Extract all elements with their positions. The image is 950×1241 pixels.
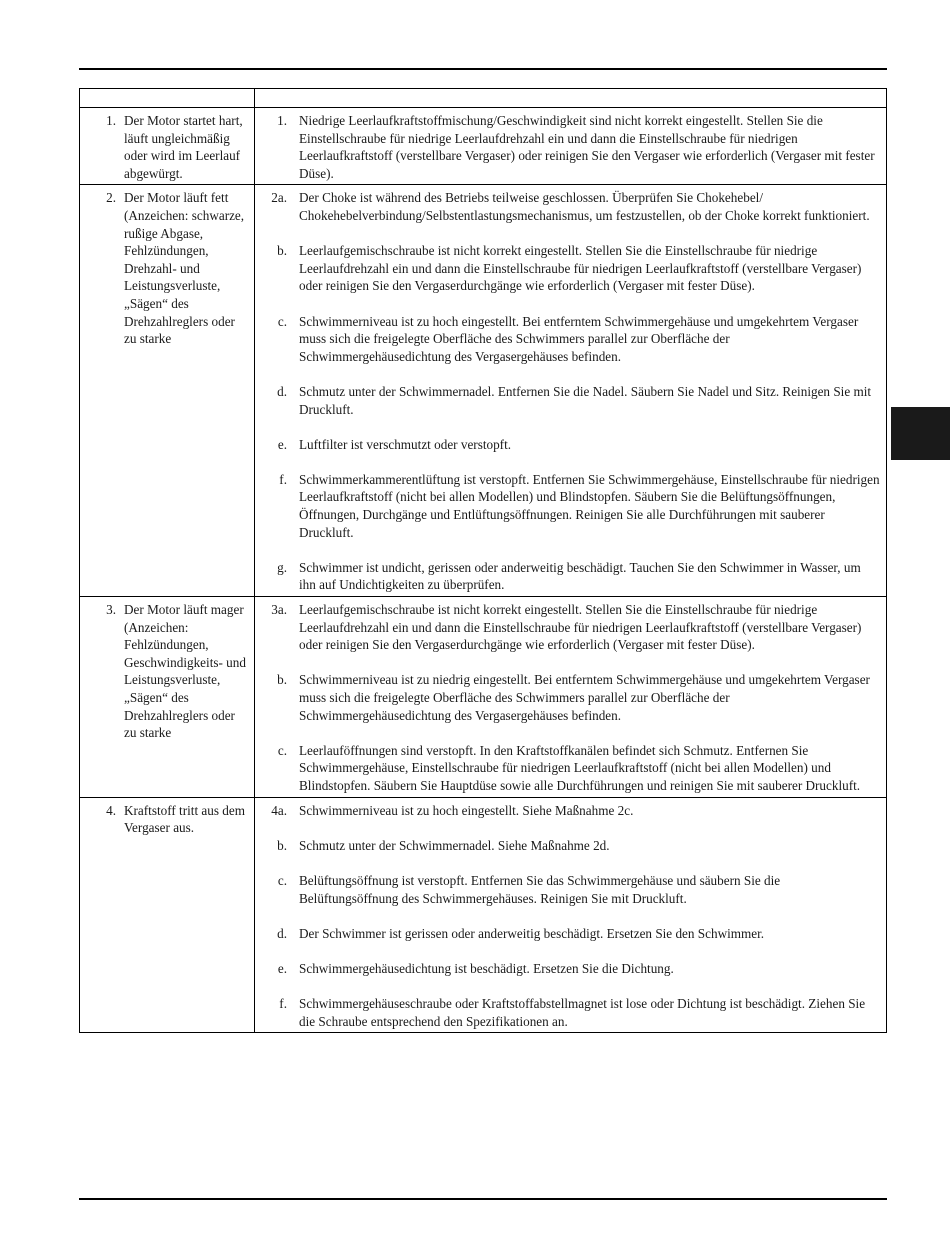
action-label: 2a. bbox=[271, 190, 287, 206]
action-item bbox=[259, 383, 882, 418]
action-label: 1. bbox=[277, 113, 287, 128]
action-label: b. bbox=[277, 837, 287, 853]
problem-text: Kraftstoff tritt aus dem Vergaser aus. bbox=[124, 802, 245, 836]
action-label: d. bbox=[277, 383, 287, 399]
problem bbox=[84, 601, 250, 742]
action-cell bbox=[255, 185, 887, 597]
action-item bbox=[259, 925, 882, 943]
action-item bbox=[259, 837, 882, 855]
problem bbox=[84, 112, 250, 182]
action-label: f. bbox=[279, 471, 287, 487]
problem bbox=[84, 189, 250, 347]
action-cell bbox=[255, 597, 887, 798]
action-label: c. bbox=[277, 742, 287, 758]
action-text: Leerlaufgemischschraube ist nicht korrekt eingestellt. Stellen Sie die Einstellschraube für niedrige Leerlaufdrehzahl ein und dann die Einstellschraube für niedrigen Leerlaufkraftstoff (verstellbare Vergaser) oder reinigen Sie den Vergaserdurchgänge wie erforderlich (Vergaser mit fester Düse). bbox=[299, 243, 862, 294]
action-text: Der Choke ist während des Betriebs teilweise geschlossen. Überprüfen Sie Chokehebel/ Chokehebelverbindung/Selbstentlastungsmechanismus, um festzustellen, ob der Choke korrekt funktioniert. bbox=[299, 190, 870, 223]
action-text: Schwimmerniveau ist zu niedrig eingestellt. Bei entferntem Schwimmergehäuse und umgekehrtem Vergaser muss sich die freigelegte Oberfläche des Schwimmers parallel zur Oberfläche der Schwimmergehäusedichtung des Vergasergehäuses befinden. bbox=[299, 672, 870, 723]
action-item bbox=[259, 559, 882, 594]
action-text: Schmutz unter der Schwimmernadel. Siehe Maßnahme 2d. bbox=[299, 837, 610, 853]
action-label: f. bbox=[279, 996, 287, 1012]
problem-cell bbox=[80, 797, 255, 1033]
action-label: e. bbox=[277, 960, 287, 976]
action-text: Der Schwimmer ist gerissen oder anderweitig beschädigt. Ersetzen Sie den Schwimmer. bbox=[299, 925, 765, 941]
action-item bbox=[259, 313, 882, 366]
action-label: e. bbox=[277, 436, 287, 452]
action-label: g. bbox=[277, 559, 287, 575]
action-text: Niedrige Leerlaufkraftstoffmischung/Geschwindigkeit sind nicht korrekt eingestellt. Stellen Sie die Einstellschraube für niedrige Leerlaufdrehzahl ein und dann die Einstellschraube für niedrigen Leerlaufkraftstoff (verstellbare Vergaser) oder reinigen Sie den Vergaser wie erforderlich (Vergaser mit fester Düse). bbox=[299, 113, 875, 181]
problem-cell bbox=[80, 185, 255, 597]
action-item bbox=[259, 802, 882, 820]
problem-number: 1. bbox=[106, 113, 116, 128]
action-item bbox=[259, 742, 882, 795]
problem-number: 4. bbox=[106, 802, 116, 818]
problem-cell bbox=[80, 597, 255, 798]
header-cell-problem bbox=[80, 89, 255, 108]
troubleshooting-table bbox=[79, 88, 887, 1033]
action-item bbox=[259, 436, 882, 454]
section-tab bbox=[891, 407, 950, 460]
action-text: Schwimmer ist undicht, gerissen oder anderweitig beschädigt. Tauchen Sie den Schwimmer in Wasser, um ihn auf Undichtigkeiten zu überprüfen. bbox=[299, 559, 861, 593]
problem bbox=[84, 802, 250, 837]
problem-number: 2. bbox=[106, 190, 116, 206]
action-item bbox=[259, 242, 882, 295]
action-text: Belüftungsöffnung ist verstopft. Entfernen Sie das Schwimmergehäuse und säubern Sie die Belüftungsöffnung des Schwimmergehäuses. Reinigen Sie mit Druckluft. bbox=[299, 872, 781, 906]
action-text: Leerlauföffnungen sind verstopft. In den Kraftstoffkanälen befindet sich Schmutz. Entfernen Sie Schwimmergehäuse, Einstellschraube für niedrigen Leerlaufkraftstoff (nicht bei allen Modellen) und Blindstopfen. Säubern Sie Hauptdüse sowie alle Durchführungen und reinigen Sie mit sauberer Druckluft. bbox=[299, 742, 861, 793]
action-text: Leerlaufgemischschraube ist nicht korrekt eingestellt. Stellen Sie die Einstellschraube für niedrige Leerlaufdrehzahl ein und dann die Einstellschraube für niedrigen Leerlaufkraftstoff (verstellbare Vergaser) oder reinigen Sie den Vergaserdurchgänge wie erforderlich (Vergaser mit fester Düse). bbox=[299, 602, 862, 653]
action-label: b. bbox=[277, 672, 287, 688]
table-row bbox=[80, 597, 887, 798]
problem-text: Der Motor startet hart, läuft ungleichmäßig oder wird im Leerlauf abgewürgt. bbox=[124, 113, 243, 181]
problem-cell bbox=[80, 108, 255, 185]
action-text: Schwimmerniveau ist zu hoch eingestellt. Siehe Maßnahme 2c. bbox=[299, 802, 634, 818]
action-item bbox=[259, 960, 882, 978]
problem-text: Der Motor läuft fett (Anzeichen: schwarze, rußige Abgase, Fehlzündungen, Drehzahl- und Leistungsverluste, „Sägen“ des Drehzahlreglers oder zu starke bbox=[124, 190, 245, 347]
action-label: c. bbox=[277, 313, 287, 329]
action-item bbox=[259, 112, 882, 182]
action-text: Luftfilter ist verschmutzt oder verstopft. bbox=[299, 436, 512, 452]
table-row bbox=[80, 797, 887, 1033]
action-item bbox=[259, 995, 882, 1030]
action-label: d. bbox=[277, 925, 287, 941]
header-cell-action bbox=[255, 89, 887, 108]
problem-text: Der Motor läuft mager (Anzeichen: Fehlzündungen, Geschwindigkeits- und Leistungsverluste, „Sägen“ des Drehzahlreglers oder zu starke bbox=[124, 602, 246, 741]
action-cell bbox=[255, 797, 887, 1033]
action-text: Schmutz unter der Schwimmernadel. Entfernen Sie die Nadel. Säubern Sie Nadel und Sitz. Reinigen Sie mit Druckluft. bbox=[299, 383, 872, 417]
action-item bbox=[259, 671, 882, 724]
action-label: 4a. bbox=[271, 802, 287, 818]
table-row bbox=[80, 185, 887, 597]
problem-number: 3. bbox=[106, 602, 116, 618]
action-label: 3a. bbox=[271, 602, 287, 618]
table-header-row bbox=[80, 89, 887, 108]
action-item bbox=[259, 189, 882, 224]
action-text: Schwimmerniveau ist zu hoch eingestellt. Bei entferntem Schwimmergehäuse und umgekehrtem Vergaser muss sich die freigelegte Oberfläche des Schwimmers parallel zur Oberfläche der Schwimmergehäusedichtung des Vergasergehäuses befinden. bbox=[299, 313, 859, 364]
header-rule bbox=[79, 68, 887, 70]
action-text: Schwimmergehäuseschraube oder Kraftstoffabstellmagnet ist lose oder Dichtung ist beschädigt. Ziehen Sie die Schraube entsprechend den Spezifikationen an. bbox=[299, 996, 866, 1029]
action-label: c. bbox=[277, 872, 287, 888]
action-cell bbox=[255, 108, 887, 185]
table-row bbox=[80, 108, 887, 185]
action-text: Schwimmerkammerentlüftung ist verstopft. Entfernen Sie Schwimmergehäuse, Einstellschraube für niedrigen Leerlaufkraftstoff (nicht bei allen Modellen) und Blindstopfen. Säubern Sie die Belüftungsöffnungen, Öffnungen, Durchgänge und Entlüftungsöffnungen. Reinigen Sie alle Durchführungen mit sauberer Druckluft. bbox=[299, 471, 880, 540]
action-item bbox=[259, 872, 882, 907]
action-item bbox=[259, 601, 882, 654]
action-item bbox=[259, 471, 882, 541]
footer-rule bbox=[79, 1198, 887, 1200]
action-text: Schwimmergehäusedichtung ist beschädigt. Ersetzen Sie die Dichtung. bbox=[299, 960, 674, 976]
action-label: b. bbox=[277, 243, 287, 259]
